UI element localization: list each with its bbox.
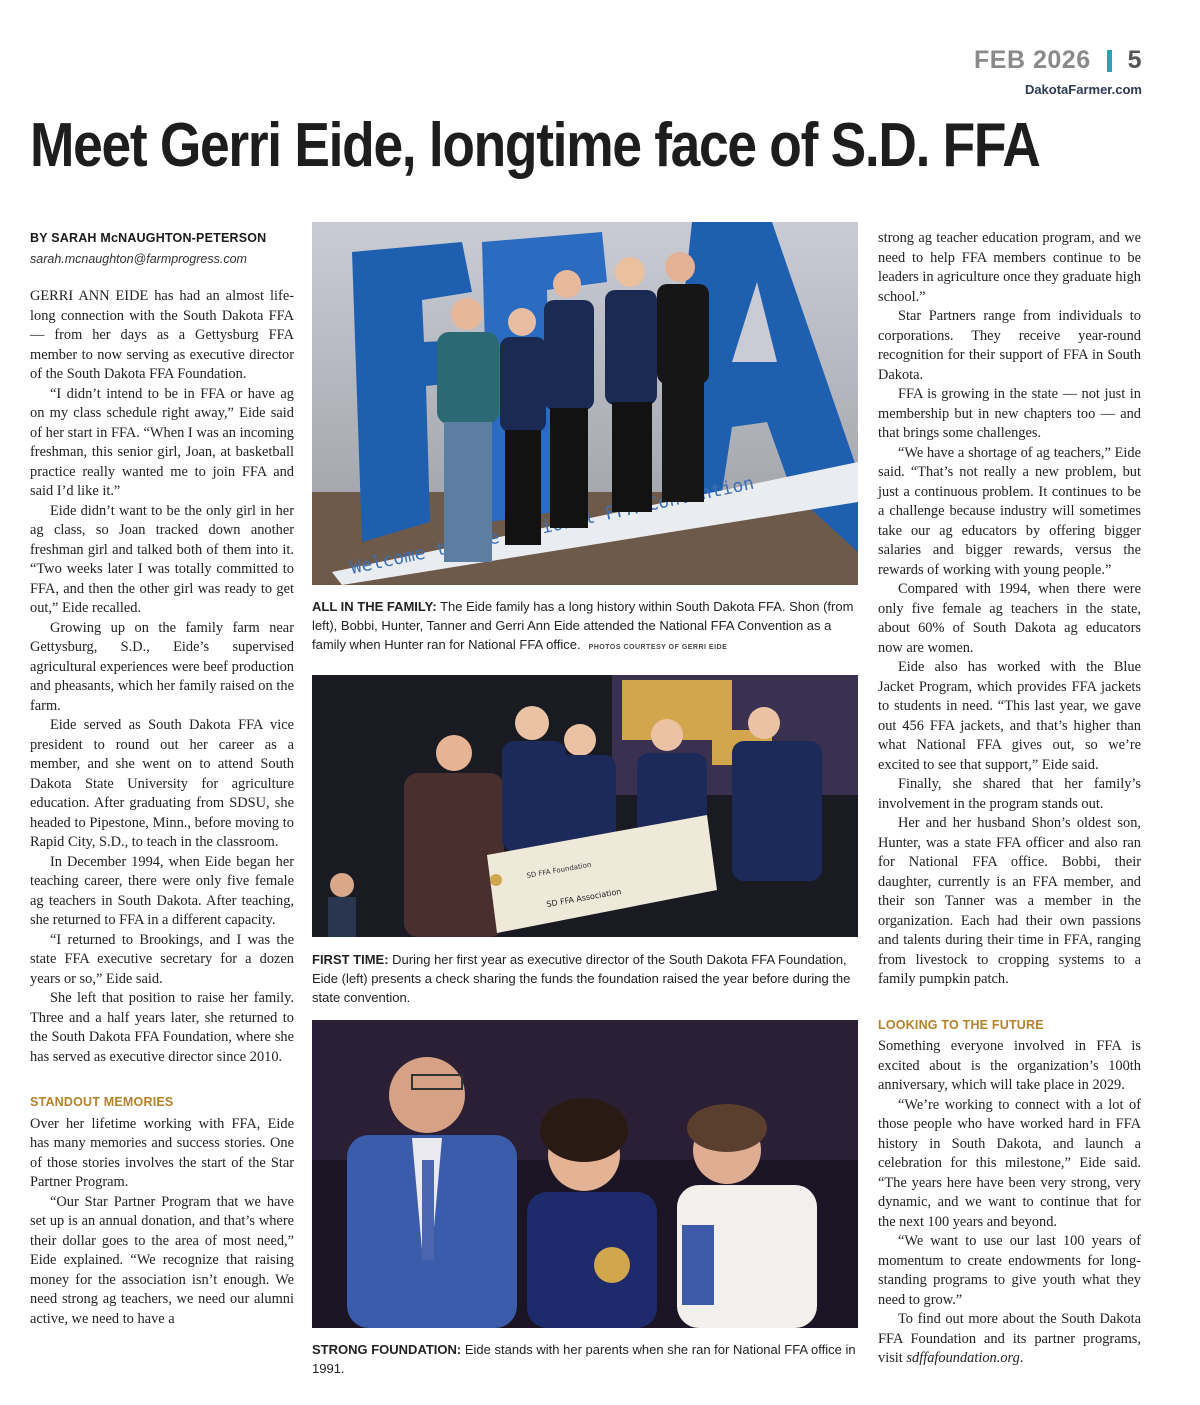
paragraph-closing	[878, 1310, 1141, 1369]
column-left	[30, 229, 294, 1329]
paragraph: FFA is growing in the state — not just in membership but in new chapters too — and that brings some challenges.	[878, 386, 1141, 441]
foundation-link[interactable]: sdffafoundation.org	[906, 1350, 1020, 1366]
paragraph: Her and her husband Shon’s oldest son, Hunter, was a state FFA officer and also ran for National FFA office. Bobbi, their daughter, currently is an FFA member, and their son Tanner was a member in the organization. Each had their own passions and talents during their time in FFA, ranging from livestock to cropping systems to a family pumpkin patch.	[878, 815, 1141, 987]
paragraph: She left that position to raise her family. Three and a half years later, she returned to the South Dakota FFA Foundation, where she has served as executive director since 2010.	[30, 990, 294, 1065]
caption-family	[312, 597, 858, 657]
paragraph: “We’re working to connect with a lot of those people who have worked hard in FFA history in South Dakota, and launch a celebration for this milestone,” Eide said. “The years here have been very strong, very dynamic, and we want to continue that for the next 100 years and beyond.	[878, 1096, 1141, 1230]
caption-strong-foundation	[312, 1340, 858, 1378]
subhead-looking-to-the-future: LOOKING TO THE FUTURE	[878, 1017, 1044, 1032]
photo-credit: PHOTOS COURTESY OF GERRI EIDE	[588, 644, 728, 651]
headline: Meet Gerri Eide, longtime face of S.D. FFA	[30, 111, 1040, 180]
caption-text: The Eide family has a long history within South Dakota FFA. Shon (from left), Bobbi, Hunter, Tanner and Gerri Ann Eide attended the National FFA Convention as a family when Hunter ran for National FFA office.	[312, 599, 854, 652]
paragraph: Finally, she shared that her family’s involvement in the program stands out.	[878, 776, 1141, 812]
paragraph: Compared with 1994, when there were only five female ag teachers in the state, about 60% of South Dakota ag educators now are women.	[878, 581, 1141, 656]
paragraph: “I didn’t intend to be in FFA or have ag on my class schedule right away,” Eide said of her start in FFA. “When I was an incoming freshman, this senior girl, Joan, at basketball practice really wanted me to join FFA and said I’d like it.”	[30, 385, 294, 499]
check-payee: SD FFA Association	[545, 886, 623, 909]
caption-label: FIRST TIME:	[312, 952, 389, 967]
photo-with-parents	[312, 1020, 858, 1328]
paragraph: Something everyone involved in FFA is excited about is the organization’s 100th anniversary, which will take place in 2029.	[878, 1038, 1141, 1093]
paragraph: “Our Star Partner Program that we have set up is an annual donation, and that’s where their dollar goes to the area of most need,” Eide explained. “We recognize that raising money for the association isn’t enough. We need strong ag teachers, we need our alumni active, we need to have a	[30, 1193, 294, 1327]
photo-family-at-convention	[312, 222, 858, 585]
paragraph: “We want to use our last 100 years of momentum to create endowments for long-standing programs to give youth what they need to grow.”	[878, 1233, 1141, 1308]
paragraph: “We have a shortage of ag teachers,” Eide said. “That’s not really a new problem, but just a continuous problem. It continues to be a challenge because industry will sometimes take our ag educators by offering bigger salaries and bigger rewards, versus the rewards of working with young people.”	[878, 444, 1141, 578]
caption-label: STRONG FOUNDATION:	[312, 1342, 462, 1357]
issue-date: FEB 2026	[974, 46, 1091, 74]
caption-text: Eide stands with her parents when she ran for National FFA office in 1991.	[312, 1342, 856, 1376]
page-number: 5	[1127, 46, 1142, 74]
site-url: DakotaFarmer.com	[1024, 82, 1142, 97]
closing-text: To find out more about the South Dakota FFA Foundation and its partner programs, visit	[878, 1311, 1141, 1366]
check-org: SD FFA Foundation	[525, 860, 592, 880]
subhead-standout-memories: STANDOUT MEMORIES	[30, 1095, 174, 1109]
paragraph: GERRI ANN EIDE has had an almost life-long connection with the South Dakota FFA — from her days as a Gettysburg FFA member to now serving as executive director of the South Dakota FFA Foundation.	[30, 288, 294, 382]
paragraph: Over her lifetime working with FFA, Eide has many memories and success stories. One of those stories involves the start of the Star Partner Program.	[30, 1115, 294, 1190]
caption-first-time	[312, 950, 858, 1007]
paragraph: “I returned to Brookings, and I was the state FFA executive secretary for a dozen years or so,” Eide said.	[30, 931, 294, 987]
paragraph: Growing up on the family farm near Gettysburg, S.D., Eide’s supervised agricultural experiences were beef production and pheasants, which her family raised on the farm.	[30, 619, 294, 714]
paragraph: Star Partners range from individuals to corporations. They receive year-round recognition for their support of FFA in South Dakota.	[878, 308, 1141, 383]
paragraph: In December 1994, when Eide began her teaching career, there were only five female ag teachers in South Dakota. After teaching, she returned to FFA in a different capacity.	[30, 853, 294, 928]
caption-text: During her first year as executive director of the South Dakota FFA Foundation, Eide (left) presents a check sharing the funds the foundation raised the year before during the state convention.	[312, 952, 851, 1005]
paragraph: Eide didn’t want to be the only girl in her ag class, so Joan tracked down another freshman girl and talked both of them into it. “Two weeks later I was totally committed to FFA, and then the other girl was ready to get out,” Eide recalled.	[30, 502, 294, 616]
closing-period: .	[1019, 1350, 1024, 1366]
author-email: sarah.mcnaughton@farmprogress.com	[30, 251, 247, 266]
photo-check-presentation	[312, 675, 858, 937]
caption-label: ALL IN THE FAMILY:	[312, 599, 437, 614]
banner-text: Welcome	[348, 542, 428, 579]
folio	[974, 46, 1142, 75]
paragraph: strong ag teacher education program, and we need to help FFA members continue to be leaders in agriculture once they graduate high school.”	[878, 230, 1141, 305]
paragraph: Eide served as South Dakota FFA vice president to round out her career as a member, and she went on to attend South Dakota State University for agriculture education. After graduating from SDSU, she headed to Pipestone, Minn., before moving to Rapid City, S.D., to teach in the classroom.	[30, 717, 294, 850]
column-right	[878, 229, 1141, 1369]
folio-divider	[1107, 50, 1112, 72]
byline: BY SARAH McNAUGHTON-PETERSON	[30, 231, 267, 245]
paragraph: Eide also has worked with the Blue Jacket Program, which provides FFA jackets to students in need. “This last year, we gave out 456 FFA jackets, and that’s higher than what National FFA gives out, so we’re excited to see that support,” Eide said.	[878, 659, 1141, 773]
